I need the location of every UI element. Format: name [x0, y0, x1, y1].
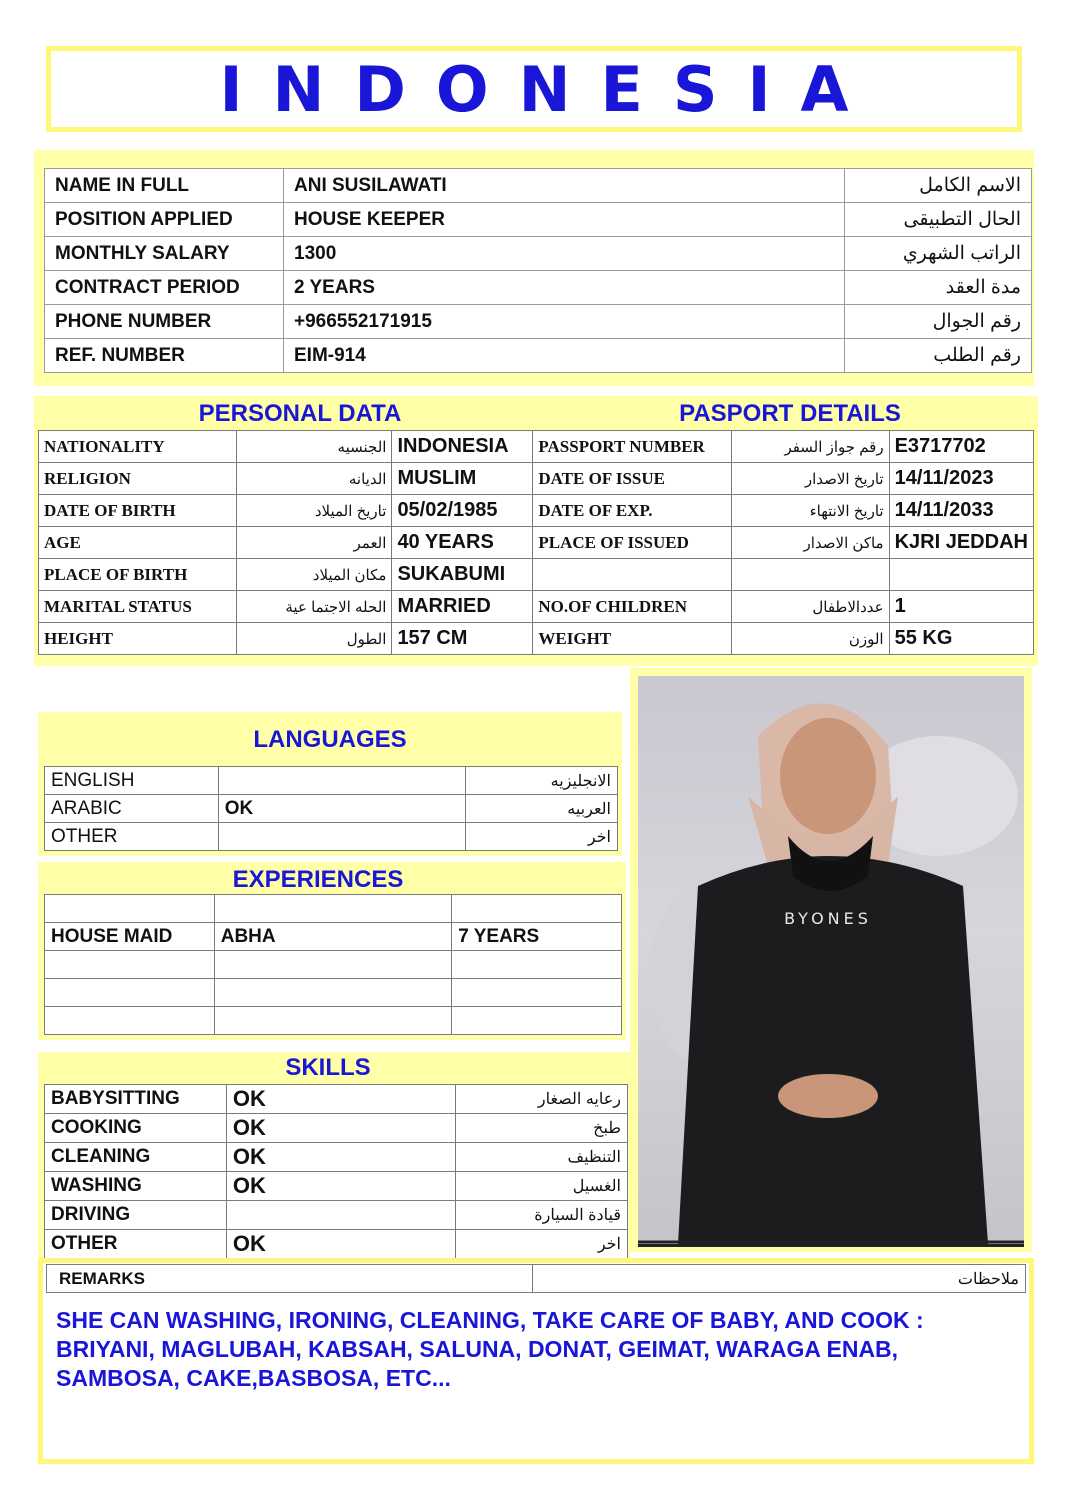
info-row	[45, 169, 1032, 203]
passport-details-heading: PASPORT DETAILS	[679, 400, 901, 427]
personal-label-ar: تاريخ الميلاد	[236, 495, 392, 527]
skills-heading: SKILLS	[285, 1054, 371, 1081]
skill-label: OTHER	[45, 1230, 227, 1259]
skill-row	[45, 1085, 628, 1114]
info-row	[45, 237, 1032, 271]
skill-value	[226, 1201, 455, 1230]
personal-data-heading: PERSONAL DATA	[198, 400, 402, 427]
passport-value: 1	[889, 591, 1033, 623]
languages-heading: LANGUAGES	[253, 726, 407, 753]
info-label: CONTRACT PERIOD	[45, 271, 284, 305]
info-label: POSITION APPLIED	[45, 203, 284, 237]
personal-label-ar: العمر	[236, 527, 392, 559]
passport-label: NO.OF CHILDREN	[533, 591, 732, 623]
passport-value: KJRI JEDDAH	[889, 527, 1033, 559]
language-row	[45, 767, 618, 795]
info-row	[45, 339, 1032, 373]
photo-frame	[630, 668, 1032, 1252]
info-label: PHONE NUMBER	[45, 305, 284, 339]
experience-years	[452, 979, 622, 1007]
passport-label-ar: تاريخ الانتهاء	[732, 495, 889, 527]
personal-row	[39, 431, 1034, 463]
personal-value: MARRIED	[392, 591, 533, 623]
passport-label-ar: عددالاطفال	[732, 591, 889, 623]
remarks-label: REMARKS	[47, 1265, 533, 1293]
personal-label: RELIGION	[39, 463, 237, 495]
experience-row	[45, 895, 622, 923]
passport-label: DATE OF EXP.	[533, 495, 732, 527]
personal-label: HEIGHT	[39, 623, 237, 655]
info-label: REF. NUMBER	[45, 339, 284, 373]
skill-value: OK	[226, 1230, 455, 1259]
shirt-text: BYONES	[784, 909, 872, 928]
skill-label-ar: رعايه الصغار	[456, 1085, 628, 1114]
skill-label-ar: اخر	[456, 1230, 628, 1259]
page-title: INDONESIA	[219, 52, 879, 126]
experience-job: HOUSE MAID	[45, 923, 215, 951]
skill-value: OK	[226, 1172, 455, 1201]
passport-label	[533, 559, 732, 591]
skill-label: CLEANING	[45, 1143, 227, 1172]
passport-value: 55 KG	[889, 623, 1033, 655]
info-value: 1300	[284, 237, 845, 271]
language-value: OK	[218, 795, 465, 823]
language-value	[218, 823, 465, 851]
passport-value: 14/11/2023	[889, 463, 1033, 495]
info-table	[44, 168, 1032, 373]
info-value: EIM-914	[284, 339, 845, 373]
experience-place	[214, 979, 452, 1007]
skill-label: COOKING	[45, 1114, 227, 1143]
experience-job	[45, 1007, 215, 1035]
skill-label-ar: التنظيف	[456, 1143, 628, 1172]
personal-label-ar: الطول	[236, 623, 392, 655]
personal-value: INDONESIA	[392, 431, 533, 463]
info-label: MONTHLY SALARY	[45, 237, 284, 271]
personal-passport-table	[38, 430, 1034, 655]
info-row	[45, 203, 1032, 237]
passport-label-ar	[732, 559, 889, 591]
info-label-ar: رقم الجوال	[845, 305, 1032, 339]
language-label: ARABIC	[45, 795, 219, 823]
passport-label: DATE OF ISSUE	[533, 463, 732, 495]
personal-row	[39, 623, 1034, 655]
info-label-ar: الراتب الشهري	[845, 237, 1032, 271]
applicant-photo	[638, 676, 1024, 1247]
personal-label: NATIONALITY	[39, 431, 237, 463]
personal-value: MUSLIM	[392, 463, 533, 495]
experience-place	[214, 1007, 452, 1035]
experience-place: ABHA	[214, 923, 452, 951]
skills-table	[44, 1084, 628, 1259]
personal-row	[39, 591, 1034, 623]
personal-value: 05/02/1985	[392, 495, 533, 527]
experience-job	[45, 979, 215, 1007]
skill-row	[45, 1143, 628, 1172]
info-row	[45, 271, 1032, 305]
passport-label-ar: ماكن الاصدار	[732, 527, 889, 559]
language-label: ENGLISH	[45, 767, 219, 795]
personal-label-ar: الجنسيه	[236, 431, 392, 463]
experience-row	[45, 923, 622, 951]
languages-table	[44, 766, 618, 851]
language-label-ar: الانجليزيه	[466, 767, 618, 795]
skill-label: DRIVING	[45, 1201, 227, 1230]
experience-row	[45, 979, 622, 1007]
language-label: OTHER	[45, 823, 219, 851]
personal-row	[39, 463, 1034, 495]
passport-value: 14/11/2033	[889, 495, 1033, 527]
info-label-ar: الاسم الكامل	[845, 169, 1032, 203]
passport-label: PASSPORT NUMBER	[533, 431, 732, 463]
passport-label-ar: الوزن	[732, 623, 889, 655]
skill-label: WASHING	[45, 1172, 227, 1201]
language-row	[45, 823, 618, 851]
remarks-label-ar: ملاحظات	[532, 1265, 1025, 1293]
experience-place	[214, 951, 452, 979]
skill-value: OK	[226, 1114, 455, 1143]
remarks-text: SHE CAN WASHING, IRONING, CLEANING, TAKE CARE OF BABY, AND COOK : BRIYANI, MAGLUBAH, KABSAH, SALUNA, DONAT, GEIMAT, WARAGA ENAB, SAMBOSA, CAKE,BASBOSA, ETC...	[56, 1307, 924, 1391]
skill-label-ar: قيادة السيارة	[456, 1201, 628, 1230]
info-label-ar: الحال التطبيقى	[845, 203, 1032, 237]
personal-row	[39, 495, 1034, 527]
language-label-ar: العربيه	[466, 795, 618, 823]
personal-row	[39, 559, 1034, 591]
experiences-table	[44, 894, 622, 1035]
skill-value: OK	[226, 1085, 455, 1114]
info-value: 2 YEARS	[284, 271, 845, 305]
title-box	[46, 46, 1022, 132]
skill-label-ar: طبخ	[456, 1114, 628, 1143]
remarks-header	[46, 1264, 1026, 1293]
info-value: HOUSE KEEPER	[284, 203, 845, 237]
experience-row	[45, 1007, 622, 1035]
personal-label: AGE	[39, 527, 237, 559]
experience-years	[452, 1007, 622, 1035]
language-row	[45, 795, 618, 823]
skill-row	[45, 1114, 628, 1143]
passport-label-ar: رقم جواز السفر	[732, 431, 889, 463]
personal-label-ar: مكان الميلاد	[236, 559, 392, 591]
skill-value: OK	[226, 1143, 455, 1172]
experience-years	[452, 895, 622, 923]
skill-label: BABYSITTING	[45, 1085, 227, 1114]
skill-row	[45, 1230, 628, 1259]
personal-label-ar: الحله الاجتما عية	[236, 591, 392, 623]
personal-label: MARITAL STATUS	[39, 591, 237, 623]
info-label-ar: رقم الطلب	[845, 339, 1032, 373]
personal-label-ar: الديانه	[236, 463, 392, 495]
personal-label: PLACE OF BIRTH	[39, 559, 237, 591]
personal-value: 40 YEARS	[392, 527, 533, 559]
experience-years	[452, 951, 622, 979]
passport-value	[889, 559, 1033, 591]
info-label: NAME IN FULL	[45, 169, 284, 203]
experience-years: 7 YEARS	[452, 923, 622, 951]
skill-row	[45, 1201, 628, 1230]
applicant-photo-illustration	[638, 676, 1024, 1244]
passport-label: PLACE OF ISSUED	[533, 527, 732, 559]
experience-job	[45, 895, 215, 923]
personal-label: DATE OF BIRTH	[39, 495, 237, 527]
info-value: ANI SUSILAWATI	[284, 169, 845, 203]
info-value: +966552171915	[284, 305, 845, 339]
passport-label-ar: تاريخ الاصدار	[732, 463, 889, 495]
personal-value: 157 CM	[392, 623, 533, 655]
skill-label-ar: الغسيل	[456, 1172, 628, 1201]
experiences-heading: EXPERIENCES	[232, 866, 404, 893]
info-row	[45, 305, 1032, 339]
personal-value: SUKABUMI	[392, 559, 533, 591]
experience-row	[45, 951, 622, 979]
experience-place	[214, 895, 452, 923]
experience-job	[45, 951, 215, 979]
info-label-ar: مدة العقد	[845, 271, 1032, 305]
passport-label: WEIGHT	[533, 623, 732, 655]
skill-row	[45, 1172, 628, 1201]
personal-row	[39, 527, 1034, 559]
language-label-ar: اخر	[466, 823, 618, 851]
language-value	[218, 767, 465, 795]
passport-value: E3717702	[889, 431, 1033, 463]
